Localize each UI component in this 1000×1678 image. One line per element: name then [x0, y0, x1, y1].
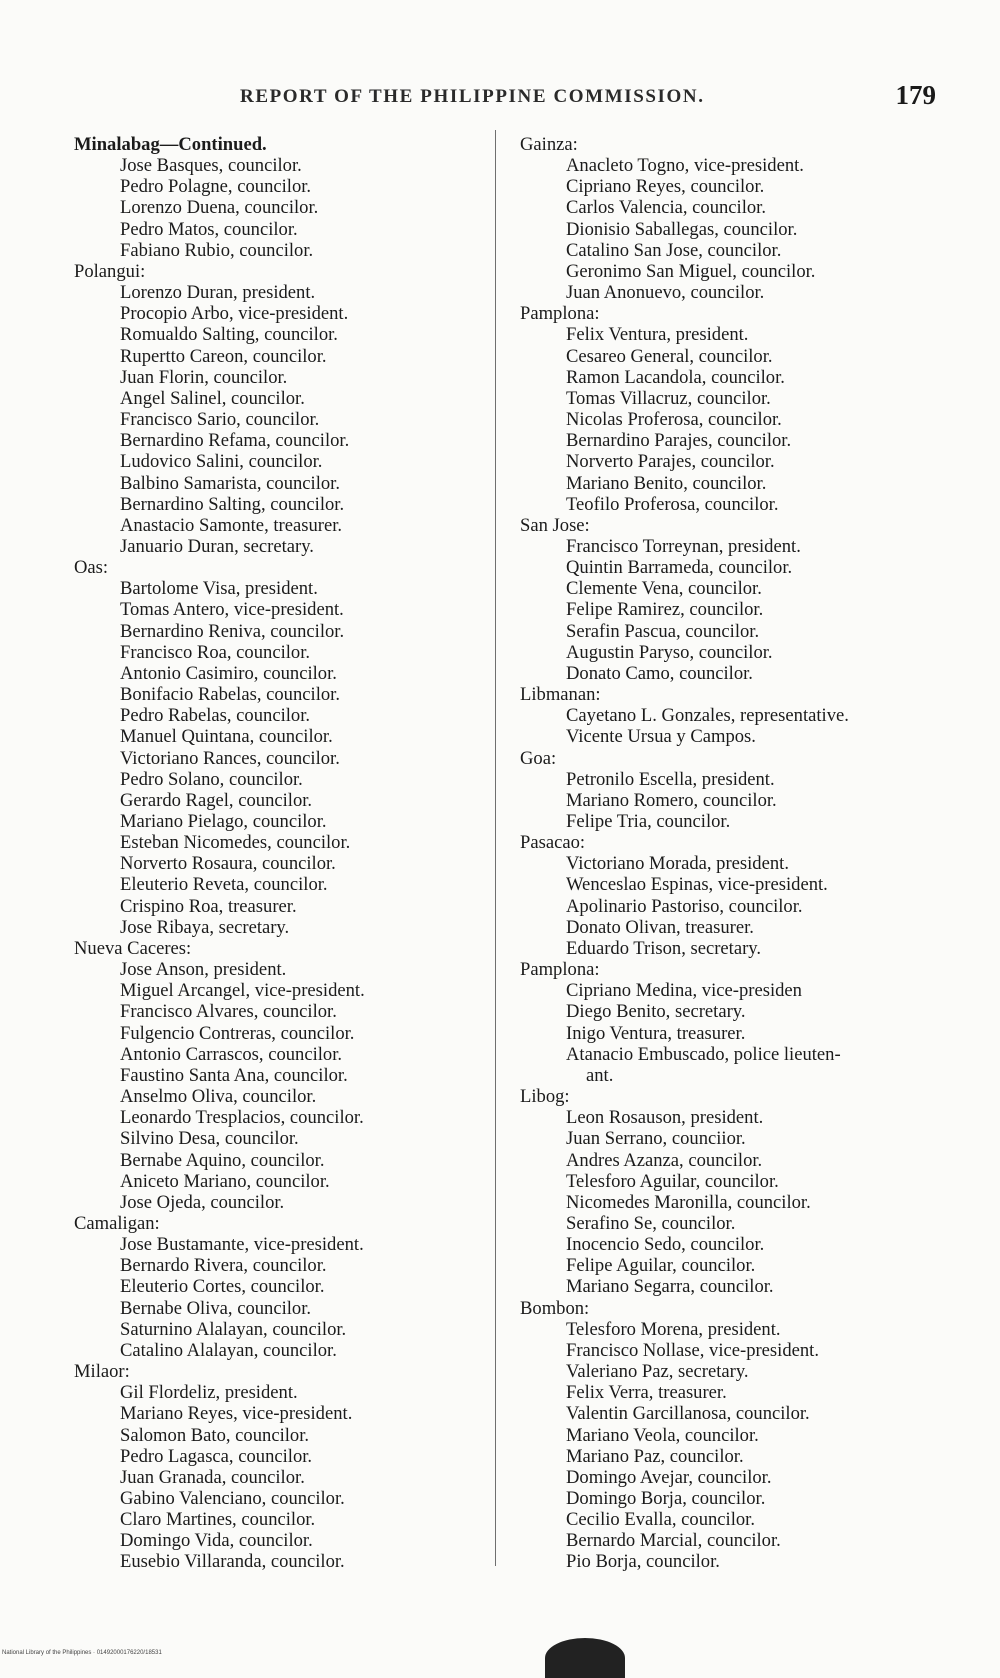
place-heading: Pasacao: — [520, 832, 586, 854]
roster-entry: Felix Ventura, president. — [566, 324, 749, 346]
roster-entry: Felix Verra, treasurer. — [566, 1382, 727, 1404]
page-number: 179 — [895, 80, 936, 110]
roster-entry: Cesareo General, councilor. — [566, 345, 773, 367]
roster-entry: Crispino Roa, treasurer. — [120, 895, 297, 917]
roster-entry: Pio Borja, councilor. — [566, 1551, 720, 1573]
roster-entry: Leonardo Tresplacios, councilor. — [120, 1107, 364, 1129]
roster-entry: Cecilio Evalla, councilor. — [566, 1509, 755, 1531]
roster-entry: Bonifacio Rabelas, councilor. — [120, 684, 340, 706]
roster-entry: Clemente Vena, councilor. — [566, 578, 762, 600]
roster-entry: Pedro Solano, councilor. — [120, 768, 303, 790]
roster-entry: Gabino Valenciano, councilor. — [120, 1488, 345, 1509]
roster-entry: Bernardo Rivera, councilor. — [120, 1255, 327, 1277]
roster-entry: Bernardino Salting, councilor. — [120, 493, 345, 515]
roster-entry: Cipriano Medina, vice-presiden — [566, 980, 802, 1002]
place-heading: Pamplona: — [520, 303, 600, 325]
roster-entry: Juan Anonuevo, councilor. — [566, 282, 765, 304]
roster-entry: Catalino San Jose, councilor. — [566, 239, 782, 261]
roster-entry: Juan Florin, councilor. — [120, 366, 288, 388]
roster-entry: Esteban Nicomedes, councilor. — [120, 832, 351, 854]
roster-entry: Cayetano L. Gonzales, representative. — [566, 705, 849, 727]
place-heading: Libmanan: — [520, 684, 601, 706]
footer-credit: National Library of the Philippines · 01492000176220/18531 — [2, 1650, 162, 1656]
roster-entry: Mariano Veola, councilor. — [566, 1424, 759, 1446]
roster-entry: Jose Anson, president. — [120, 959, 287, 981]
roster-entry: Mariano Benito, councilor. — [566, 472, 767, 494]
roster-entry: Juan Granada, councilor. — [120, 1466, 305, 1488]
roster-entry: Salomon Bato, councilor. — [120, 1424, 310, 1446]
roster-entry: Antonio Casimiro, councilor. — [120, 662, 337, 684]
roster-entry: Nicomedes Maronilla, councilor. — [566, 1191, 811, 1213]
roster-entry: Miguel Arcangel, vice-president. — [120, 980, 365, 1002]
roster-entry: Nicolas Proferosa, councilor. — [566, 409, 782, 431]
roster-entry: Valeriano Paz, secretary. — [566, 1361, 749, 1383]
roster-entry: Procopio Arbo, vice-president. — [120, 303, 349, 325]
place-heading: Goa: — [520, 747, 557, 769]
roster-entry: Dionisio Saballegas, councilor. — [566, 218, 798, 240]
roster-entry: Claro Martines, councilor. — [120, 1509, 316, 1531]
roster-entry: Angel Salinel, councilor. — [120, 387, 305, 409]
roster-entry: Domingo Avejar, councilor. — [566, 1466, 772, 1488]
roster-entry: Andres Azanza, councilor. — [566, 1149, 763, 1171]
roster-entry: Pedro Rabelas, councilor. — [120, 705, 311, 727]
roster-entry: Romualdo Salting, councilor. — [120, 324, 338, 346]
roster-entry: Augustin Paryso, councilor. — [566, 641, 773, 663]
roster-entry: Balbino Samarista, councilor. — [120, 472, 340, 494]
place-heading: San Jose: — [520, 514, 590, 536]
roster-entry: Serafino Se, councilor. — [566, 1212, 736, 1234]
roster-entry: Donato Olivan, treasurer. — [566, 916, 754, 938]
roster-entry: Eduardo Trison, secretary. — [566, 937, 762, 959]
roster-entry: Carlos Valencia, councilor. — [566, 197, 766, 219]
roster-entry: Donato Camo, councilor. — [566, 662, 753, 684]
place-heading: Libog: — [520, 1086, 570, 1108]
roster-entry: Lorenzo Duena, councilor. — [120, 197, 319, 219]
roster-entry: Rupertto Careon, councilor. — [120, 345, 327, 367]
page-header — [0, 78, 1000, 118]
roster-entry: Telesforo Aguilar, councilor. — [566, 1170, 779, 1192]
place-heading: Milaor: — [74, 1361, 130, 1383]
roster-entry: Bernardo Marcial, councilor. — [566, 1530, 781, 1552]
roster-entry: Francisco Roa, councilor. — [120, 641, 311, 663]
roster-entry: Wenceslao Espinas, vice-president. — [566, 874, 828, 896]
place-heading: Nueva Caceres: — [74, 937, 192, 959]
roster-entry: Ramon Lacandola, councilor. — [566, 366, 785, 388]
roster-entry: Bernardino Parajes, councilor. — [566, 430, 792, 452]
roster-entry: Manuel Quintana, councilor. — [120, 726, 333, 748]
place-heading: Gainza: — [520, 134, 578, 155]
roster-entry: Valentin Garcillanosa, councilor. — [566, 1403, 810, 1425]
roster-entry: Telesforo Morena, president. — [566, 1318, 781, 1340]
roster-entry: Apolinario Pastoriso, councilor. — [566, 895, 803, 917]
roster-entry: Anselmo Oliva, councilor. — [120, 1086, 317, 1108]
right-column — [514, 134, 944, 1573]
column-divider — [495, 130, 496, 1566]
roster-entry: Jose Ojeda, councilor. — [120, 1191, 285, 1213]
roster-entry: Domingo Borja, councilor. — [566, 1488, 766, 1509]
roster-entry: Geronimo San Miguel, councilor. — [566, 260, 816, 282]
scan-artifact — [545, 1638, 625, 1678]
roster-entry: Bartolome Visa, president. — [120, 578, 318, 600]
roster-entry: Januario Duran, secretary. — [120, 535, 314, 557]
roster-entry: Francisco Alvares, councilor. — [120, 1001, 337, 1023]
roster-entry: Pedro Lagasca, councilor. — [120, 1445, 313, 1467]
place-heading: Pamplona: — [520, 959, 600, 981]
roster-entry: Pedro Matos, councilor. — [120, 218, 298, 240]
roster-entry: Vicente Ursua y Campos. — [566, 726, 756, 748]
roster-entry: Leon Rosauson, president. — [566, 1107, 764, 1129]
roster-entry: Anastacio Samonte, treasurer. — [120, 514, 343, 536]
roster-entry: Anacleto Togno, vice-president. — [566, 155, 804, 177]
roster-entry: Eleuterio Cortes, councilor. — [120, 1276, 325, 1298]
roster-entry: Antonio Carrascos, councilor. — [120, 1043, 343, 1065]
roster-entry: ant. — [586, 1064, 614, 1086]
roster-entry: Saturnino Alalayan, councilor. — [120, 1318, 347, 1340]
roster-entry: Eleuterio Reveta, councilor. — [120, 874, 328, 896]
roster-entry: Serafin Pascua, councilor. — [566, 620, 760, 642]
roster-entry: Victoriano Rances, councilor. — [120, 747, 340, 769]
roster-entry: Atanacio Embuscado, police lieuten- — [566, 1043, 841, 1065]
roster-entry: Bernardino Reniva, councilor. — [120, 620, 345, 642]
roster-entry: Tomas Villacruz, councilor. — [566, 387, 771, 409]
roster-entry: Pedro Polagne, councilor. — [120, 176, 312, 198]
roster-entry: Mariano Segarra, councilor. — [566, 1276, 774, 1298]
roster-entry: Francisco Torreynan, president. — [566, 535, 801, 557]
roster-entry: Silvino Desa, councilor. — [120, 1128, 299, 1150]
roster-entry: Inigo Ventura, treasurer. — [566, 1022, 746, 1044]
roster-entry: Lorenzo Duran, president. — [120, 282, 316, 304]
roster-entry: Mariano Pielago, councilor. — [120, 811, 327, 832]
place-heading: Oas: — [74, 557, 109, 579]
roster-entry: Tomas Antero, vice-president. — [120, 599, 344, 621]
roster-entry: Mariano Paz, councilor. — [566, 1445, 744, 1467]
place-heading: Polangui: — [74, 260, 146, 282]
running-title: REPORT OF THE PHILIPPINE COMMISSION. — [240, 86, 705, 107]
roster-entry: Eusebio Villaranda, councilor. — [120, 1551, 345, 1573]
roster-entry: Quintin Barrameda, councilor. — [566, 557, 793, 579]
roster-entry: Teofilo Proferosa, councilor. — [566, 493, 779, 515]
roster-entry: Gerardo Ragel, councilor. — [120, 789, 313, 811]
roster-entry: Petronilo Escella, president. — [566, 768, 775, 790]
roster-entry: Catalino Alalayan, councilor. — [120, 1339, 337, 1361]
roster-entry: Diego Benito, secretary. — [566, 1001, 746, 1023]
roster-entry: Faustino Santa Ana, councilor. — [120, 1064, 348, 1086]
roster-entry: Aniceto Mariano, councilor. — [120, 1170, 330, 1192]
roster-entry: Felipe Aguilar, councilor. — [566, 1255, 756, 1277]
roster-entry: Domingo Vida, councilor. — [120, 1530, 313, 1552]
roster-entry: Mariano Romero, councilor. — [566, 789, 777, 811]
roster-entry: Mariano Reyes, vice-president. — [120, 1403, 353, 1425]
roster-entry: Francisco Nollase, vice-president. — [566, 1339, 819, 1361]
roster-entry: Norverto Parajes, councilor. — [566, 451, 775, 473]
roster-entry: Felipe Ramirez, councilor. — [566, 599, 764, 621]
roster-entry: Fulgencio Contreras, councilor. — [120, 1022, 355, 1044]
roster-entry: Gil Flordeliz, president. — [120, 1382, 298, 1404]
roster-entry: Jose Bustamante, vice-president. — [120, 1234, 364, 1256]
place-heading: Bombon: — [520, 1297, 590, 1319]
roster-entry: Victoriano Morada, president. — [566, 853, 789, 875]
left-column — [68, 134, 488, 1573]
roster-entry: Inocencio Sedo, councilor. — [566, 1234, 765, 1256]
roster-entry: Cipriano Reyes, councilor. — [566, 176, 765, 198]
roster-entry: Norverto Rosaura, councilor. — [120, 853, 336, 875]
roster-entry: Bernabe Aquino, councilor. — [120, 1149, 325, 1171]
roster-entry: Juan Serrano, counciior. — [566, 1128, 746, 1150]
roster-entry: Jose Ribaya, secretary. — [120, 916, 290, 938]
roster-entry: Bernabe Oliva, councilor. — [120, 1297, 312, 1319]
place-heading: Camaligan: — [74, 1212, 160, 1234]
roster-entry: Fabiano Rubio, councilor. — [120, 239, 314, 261]
roster-entry: Bernardino Refama, councilor. — [120, 430, 350, 452]
place-heading: Minalabag—Continued. — [74, 134, 267, 155]
roster-entry: Felipe Tria, councilor. — [566, 811, 731, 832]
roster-entry: Francisco Sario, councilor. — [120, 409, 320, 431]
roster-entry: Ludovico Salini, councilor. — [120, 451, 323, 473]
roster-entry: Jose Basques, councilor. — [120, 155, 302, 177]
